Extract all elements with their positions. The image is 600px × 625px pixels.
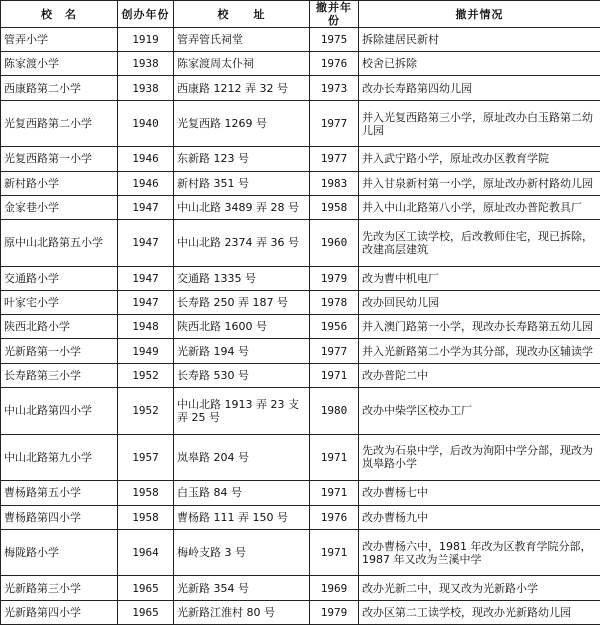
cell-closed-year: 1980 xyxy=(310,387,359,434)
cell-school-name: 长寿路第三小学 xyxy=(1,363,118,387)
table-row xyxy=(1,171,600,195)
cell-founded-year: 1947 xyxy=(118,220,174,267)
table-row xyxy=(1,576,600,600)
cell-address: 中山北路 3489 弄 28 号 xyxy=(174,195,310,219)
cell-closed-year: 1971 xyxy=(310,434,359,481)
cell-address: 新村路 351 号 xyxy=(174,171,310,195)
header-closure-status: 撤并情况 xyxy=(359,1,600,28)
cell-founded-year: 1947 xyxy=(118,266,174,290)
cell-closed-year: 1977 xyxy=(310,147,359,171)
cell-address: 光新路 354 号 xyxy=(174,576,310,600)
cell-school-name: 叶家宅小学 xyxy=(1,290,118,314)
cell-closure-status: 改办曹杨九中 xyxy=(359,505,600,529)
cell-founded-year: 1938 xyxy=(118,52,174,76)
table-header-row xyxy=(1,1,600,28)
cell-founded-year: 1946 xyxy=(118,171,174,195)
header-school-name: 校 名 xyxy=(1,1,118,28)
header-address: 校 址 xyxy=(174,1,310,28)
cell-founded-year: 1938 xyxy=(118,76,174,100)
table-row xyxy=(1,220,600,267)
cell-school-name: 曹杨路第五小学 xyxy=(1,481,118,505)
cell-school-name: 新村路小学 xyxy=(1,171,118,195)
table-row xyxy=(1,339,600,363)
cell-address: 中山北路 2374 弄 36 号 xyxy=(174,220,310,267)
cell-closure-status: 校舍已拆除 xyxy=(359,52,600,76)
cell-address: 交通路 1335 号 xyxy=(174,266,310,290)
cell-closure-status: 改办普陀二中 xyxy=(359,363,600,387)
table-row xyxy=(1,363,600,387)
cell-closure-status: 并入武宁路小学，原址改办区教育学院 xyxy=(359,147,600,171)
table-row xyxy=(1,28,600,52)
cell-closure-status: 先改为区工读学校，后改教师住宅，现已拆除，改建高层建筑 xyxy=(359,220,600,267)
cell-closed-year: 1969 xyxy=(310,576,359,600)
cell-closed-year: 1958 xyxy=(310,195,359,219)
cell-founded-year: 1958 xyxy=(118,505,174,529)
cell-closure-status: 改办曹杨七中 xyxy=(359,481,600,505)
table-row xyxy=(1,529,600,576)
cell-closed-year: 1973 xyxy=(310,76,359,100)
cell-address: 陈家渡周太仆祠 xyxy=(174,52,310,76)
cell-closed-year: 1977 xyxy=(310,100,359,147)
cell-closed-year: 1975 xyxy=(310,28,359,52)
cell-closed-year: 1983 xyxy=(310,171,359,195)
cell-founded-year: 1949 xyxy=(118,339,174,363)
cell-closed-year: 1979 xyxy=(310,266,359,290)
cell-closure-status: 先改为石泉中学，后改为洵阳中学分部，现改为岚皋路小学 xyxy=(359,434,600,481)
cell-closure-status: 并入光新路第二小学为其分部，现改办区辅读学 xyxy=(359,339,600,363)
cell-school-name: 西康路第二小学 xyxy=(1,76,118,100)
cell-address: 曹杨路 111 弄 150 号 xyxy=(174,505,310,529)
cell-school-name: 交通路小学 xyxy=(1,266,118,290)
cell-closed-year: 1971 xyxy=(310,529,359,576)
cell-founded-year: 1948 xyxy=(118,315,174,339)
cell-address: 中山北路 1913 弄 23 支弄 25 号 xyxy=(174,387,310,434)
table-body xyxy=(1,28,600,625)
cell-closure-status: 改办区第二工读学校，现改办光新路幼儿园 xyxy=(359,600,600,624)
cell-closed-year: 1976 xyxy=(310,505,359,529)
cell-closure-status: 改为曹中机电厂 xyxy=(359,266,600,290)
table-row xyxy=(1,52,600,76)
cell-school-name: 陕西北路小学 xyxy=(1,315,118,339)
cell-school-name: 梅陇路小学 xyxy=(1,529,118,576)
table-row xyxy=(1,315,600,339)
cell-founded-year: 1946 xyxy=(118,147,174,171)
cell-closed-year: 1960 xyxy=(310,220,359,267)
cell-address: 管弄管氏祠堂 xyxy=(174,28,310,52)
cell-address: 陕西北路 1600 号 xyxy=(174,315,310,339)
cell-closed-year: 1979 xyxy=(310,600,359,624)
table-row xyxy=(1,290,600,314)
cell-address: 光新路江淮村 80 号 xyxy=(174,600,310,624)
cell-closed-year: 1971 xyxy=(310,481,359,505)
cell-closed-year: 1977 xyxy=(310,339,359,363)
table-row xyxy=(1,266,600,290)
cell-school-name: 原中山北路第五小学 xyxy=(1,220,118,267)
cell-closure-status: 改办回民幼儿园 xyxy=(359,290,600,314)
table-row xyxy=(1,505,600,529)
cell-school-name: 光新路第一小学 xyxy=(1,339,118,363)
cell-address: 西康路 1212 弄 32 号 xyxy=(174,76,310,100)
table-row xyxy=(1,76,600,100)
cell-founded-year: 1940 xyxy=(118,100,174,147)
cell-school-name: 中山北路第四小学 xyxy=(1,387,118,434)
cell-closure-status: 改办光新二中，现又改为光新路小学 xyxy=(359,576,600,600)
cell-closure-status: 改办中柴学区校办工厂 xyxy=(359,387,600,434)
cell-founded-year: 1965 xyxy=(118,576,174,600)
header-founded-year: 创办年份 xyxy=(118,1,174,28)
cell-school-name: 光新路第三小学 xyxy=(1,576,118,600)
cell-address: 长寿路 530 号 xyxy=(174,363,310,387)
cell-address: 东新路 123 号 xyxy=(174,147,310,171)
cell-school-name: 管弄小学 xyxy=(1,28,118,52)
cell-closed-year: 1971 xyxy=(310,363,359,387)
table-row xyxy=(1,195,600,219)
cell-closure-status: 并入光复西路第三小学，原址改办白玉路第二幼儿园 xyxy=(359,100,600,147)
header-closed-year: 撤并年份 xyxy=(310,1,359,28)
cell-founded-year: 1919 xyxy=(118,28,174,52)
cell-school-name: 中山北路第九小学 xyxy=(1,434,118,481)
cell-closure-status: 改办曹杨六中，1981 年改为区教育学院分部，1987 年又改为兰溪中学 xyxy=(359,529,600,576)
cell-school-name: 光新路第四小学 xyxy=(1,600,118,624)
cell-closure-status: 并入澳门路第一小学，现改办长寿路第五幼儿园 xyxy=(359,315,600,339)
cell-founded-year: 1952 xyxy=(118,363,174,387)
cell-address: 光新路 194 号 xyxy=(174,339,310,363)
table-row xyxy=(1,100,600,147)
table-row xyxy=(1,387,600,434)
cell-founded-year: 1958 xyxy=(118,481,174,505)
cell-closed-year: 1976 xyxy=(310,52,359,76)
cell-founded-year: 1947 xyxy=(118,195,174,219)
cell-closure-status: 改办长寿路第四幼儿园 xyxy=(359,76,600,100)
cell-founded-year: 1952 xyxy=(118,387,174,434)
cell-founded-year: 1957 xyxy=(118,434,174,481)
cell-address: 岚皋路 204 号 xyxy=(174,434,310,481)
cell-school-name: 曹杨路第四小学 xyxy=(1,505,118,529)
table-row xyxy=(1,434,600,481)
cell-founded-year: 1965 xyxy=(118,600,174,624)
cell-address: 梅岭支路 3 号 xyxy=(174,529,310,576)
cell-school-name: 陈家渡小学 xyxy=(1,52,118,76)
cell-address: 长寿路 250 弄 187 号 xyxy=(174,290,310,314)
table-row xyxy=(1,147,600,171)
cell-school-name: 光复西路第一小学 xyxy=(1,147,118,171)
cell-founded-year: 1947 xyxy=(118,290,174,314)
cell-closure-status: 拆除建居民新村 xyxy=(359,28,600,52)
cell-address: 光复西路 1269 号 xyxy=(174,100,310,147)
cell-closure-status: 并入甘泉新村第一小学，原址改办新村路幼儿园 xyxy=(359,171,600,195)
cell-school-name: 光复西路第二小学 xyxy=(1,100,118,147)
table-row xyxy=(1,600,600,624)
cell-founded-year: 1964 xyxy=(118,529,174,576)
table-row xyxy=(1,481,600,505)
cell-closed-year: 1956 xyxy=(310,315,359,339)
cell-school-name: 金家巷小学 xyxy=(1,195,118,219)
cell-address: 白玉路 84 号 xyxy=(174,481,310,505)
cell-closed-year: 1978 xyxy=(310,290,359,314)
cell-closure-status: 并入中山北路第八小学，原址改办普陀教具厂 xyxy=(359,195,600,219)
